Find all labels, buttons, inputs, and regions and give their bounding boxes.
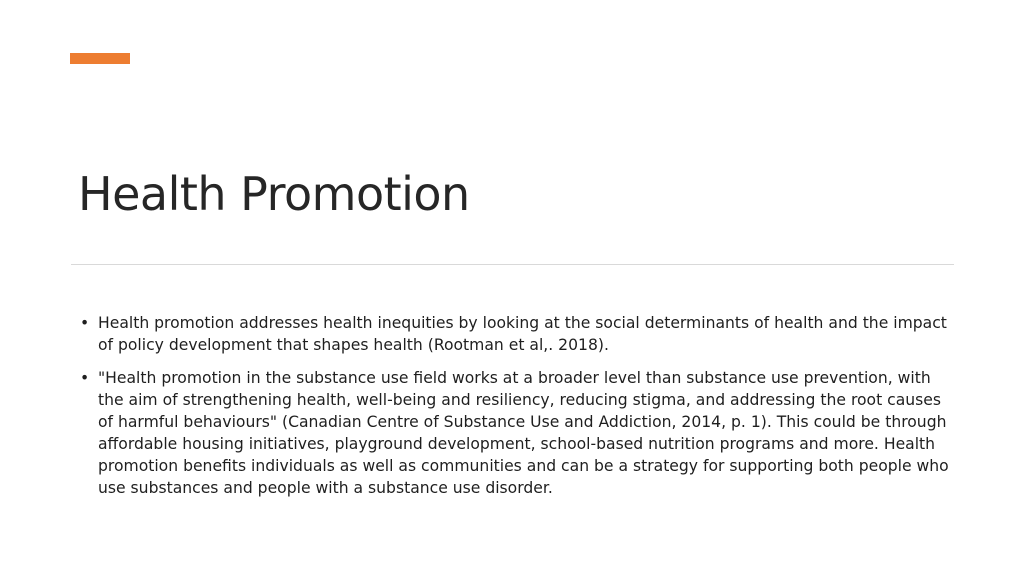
bullet-dot-icon: • <box>80 314 90 332</box>
slide-title: Health Promotion <box>78 167 470 221</box>
bullet-item <box>80 312 950 356</box>
bullet-dot-icon: • <box>80 369 90 387</box>
bullet-item <box>80 367 950 499</box>
bullet-text: "Health promotion in the substance use field works at a broader level than substance use prevention, with the aim of strengthening health, well-being and resiliency, reducing stigma, and addressing the root causes of harmful behaviours" (Canadian Centre of Substance Use and Addiction, 2014, p. 1). This could be through affordable housing initiatives, playground development, school-based nutrition programs and more. Health promotion benefits individuals as well as communities and can be a strategy for supporting both people who use substances and people with a substance use disorder. <box>98 369 949 497</box>
bullet-list <box>80 312 950 510</box>
bullet-text: Health promotion addresses health inequities by looking at the social determinants of health and the impact of policy development that shapes health (Rootman et al,. 2018). <box>98 314 947 354</box>
title-accent-bar <box>70 53 130 64</box>
title-divider <box>71 264 954 265</box>
